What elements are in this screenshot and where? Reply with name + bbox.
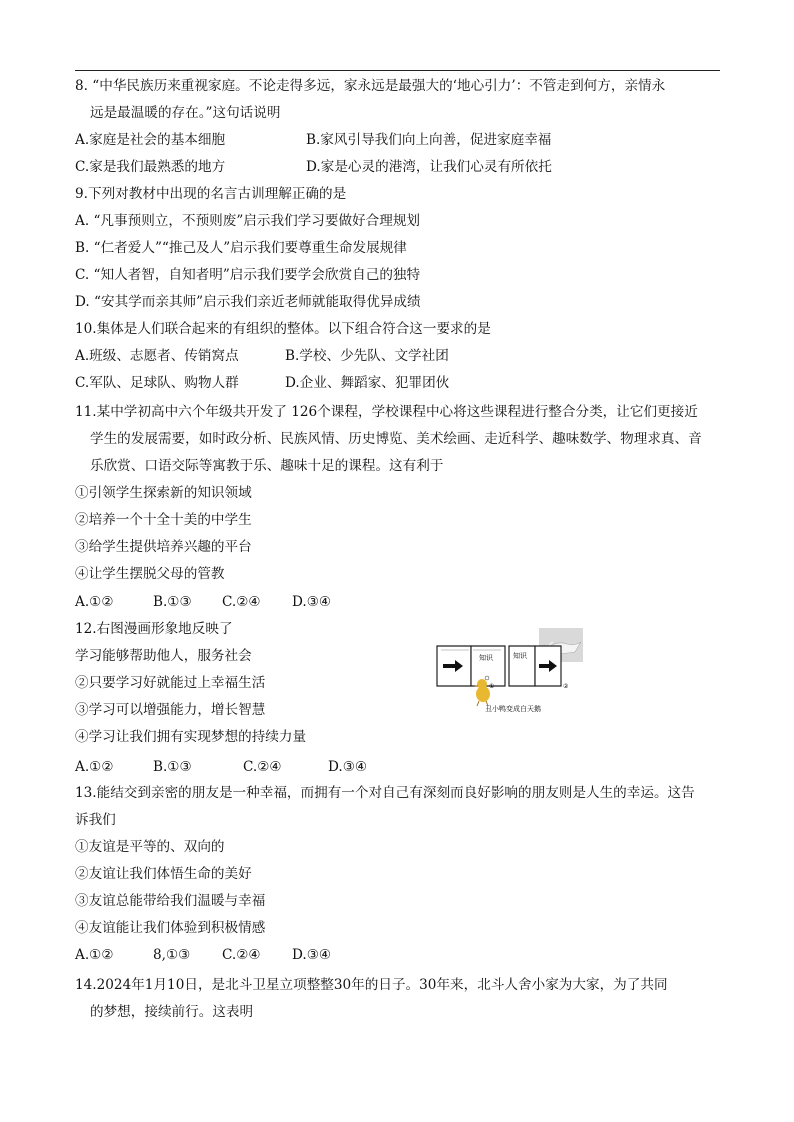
q12-item-3: ③学习可以增强能力，增长智慧	[75, 702, 266, 718]
q11-stem: 11.某中学初高中六个年级共开发了 126个课程，学校课程中心将这些课程进行整合分类，让它们更接近	[75, 404, 698, 420]
q8-stem: 8. “中华民族历来重视家庭。不论走得多远，家永远是最强大的‘地心引力’：不管走到何方，亲情永	[75, 78, 666, 94]
q11-option-c: C.②④	[222, 594, 261, 610]
book-1	[437, 646, 505, 686]
q14-stem-cont: 的梦想，接续前行。这表明	[90, 1004, 254, 1020]
q10-option-b: B.学校、少先队、文学社团	[285, 348, 449, 364]
q14-stem: 14.2024年1月10日，是北斗卫星立项整整30年的日子。30年来，北斗人舍小家为大家，为了共同	[75, 977, 668, 993]
q11-stem-cont: 学生的发展需要，如时政分析、民族风情、历史博览、美术绘画、走近科学、趣味数学、物理求真、音	[90, 431, 702, 447]
q9-option-c: C. “知人者智，自知者明”启示我们要学会欣赏自己的独特	[75, 267, 421, 283]
q12-item-4: ④学习让我们拥有实现梦想的持续力量	[75, 729, 307, 745]
book-1-label: 知识	[479, 654, 493, 662]
q9-option-a: A. “凡事预则立，不预则废”启示我们学习要做好合理规划	[75, 213, 421, 229]
q12-item-2: ②只要学习好就能过上幸福生活	[75, 675, 266, 691]
q12-option-b: B.①③	[153, 759, 192, 775]
q9-option-d: D. “安其学而亲其师”启示我们亲近老师就能取得优异成绩	[75, 294, 421, 310]
comic-caption: 丑小鸭变成白天鹅	[485, 705, 541, 713]
q8-option-c: C.家是我们最熟悉的地方	[75, 159, 226, 175]
q8-option-d: D.家是心灵的港湾，让我们心灵有所依托	[306, 159, 552, 175]
q11-item-1: ①引领学生探索新的知识领域	[75, 485, 252, 501]
mark-1: ①	[489, 683, 495, 690]
mark-2: ②	[563, 683, 569, 690]
q8-option-b: B.家风引导我们向上向善，促进家庭幸福	[306, 132, 552, 148]
q11-option-b: B.①③	[153, 594, 192, 610]
q13-item-3: ③友谊总能带给我们温暖与幸福	[75, 893, 266, 909]
q8-option-a: A.家庭是社会的基本细胞	[75, 132, 226, 148]
q11-stem-cont2: 乐欣赏、口语交际等寓教于乐、趣味十足的课程。这有利于	[90, 458, 444, 474]
q13-stem: 13.能结交到亲密的朋友是一种幸福，而拥有一个对自己有深刻而良好影响的朋友则是人生的幸运。这告	[75, 785, 695, 801]
q13-item-1: ①友谊是平等的、双向的	[75, 839, 225, 855]
q12-option-c: C.②④	[243, 759, 282, 775]
header-rule	[75, 70, 720, 71]
book-2-label: 知识	[513, 652, 527, 660]
q13-option-c: C.②④	[222, 947, 261, 963]
q10-option-d: D.企业、舞蹈家、犯罪团伙	[285, 375, 450, 391]
q11-item-3: ③给学生提供培养兴趣的平台	[75, 539, 252, 555]
q10-option-c: C.军队、足球队、购物人群	[75, 375, 239, 391]
q13-item-2: ②友谊让我们体悟生命的美好	[75, 866, 252, 882]
q13-option-d: D.③④	[292, 947, 332, 963]
q11-item-2: ②培养一个十全十美的中学生	[75, 512, 252, 528]
q12-item-1: 学习能够帮助他人，服务社会	[75, 648, 252, 664]
book-2	[509, 646, 561, 686]
q10-stem: 10.集体是人们联合起来的有组织的整体。以下组合符合这一要求的是	[75, 321, 491, 337]
q12-option-d: D.③④	[328, 759, 368, 775]
q11-item-4: ④让学生摆脱父母的管教	[75, 566, 225, 582]
q13-option-a: A.①②	[75, 947, 114, 963]
q12-option-a: A.①②	[75, 759, 114, 775]
q11-option-d: D.③④	[292, 594, 332, 610]
q13-option-b: 8,①③	[153, 947, 191, 963]
q8-stem-cont: 远是最温暖的存在。”这句话说明	[90, 105, 281, 121]
q12-stem: 12.右图漫画形象地反映了	[75, 621, 233, 637]
q11-option-a: A.①②	[75, 594, 114, 610]
q10-option-a: A.班级、志愿者、传销窝点	[75, 348, 239, 364]
q13-item-4: ④友谊能让我们体验到积极情感	[75, 920, 266, 936]
q9-stem: 9.下列对教材中出现的名言古训理解正确的是	[75, 186, 347, 202]
q13-stem-cont: 诉我们	[75, 812, 116, 828]
q9-option-b: B. “仁者爱人”“推己及人”启示我们要尊重生命发展规律	[75, 240, 407, 256]
